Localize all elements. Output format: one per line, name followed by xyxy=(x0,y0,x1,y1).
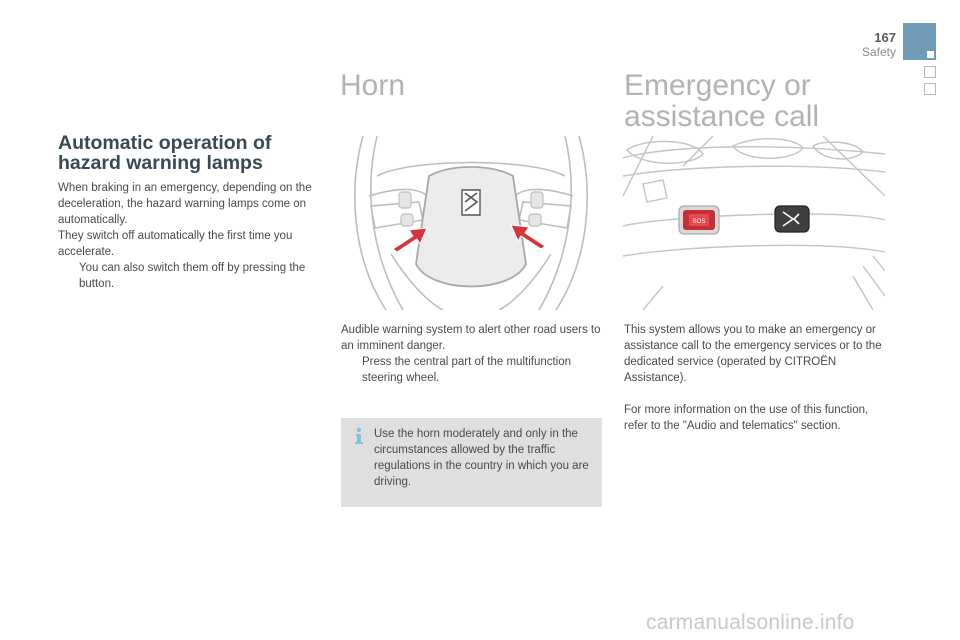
section-tab xyxy=(903,23,936,60)
hazard-paragraph-2: They switch off automatically the first time you accelerate. xyxy=(58,230,293,258)
nav-box-1 xyxy=(924,66,936,78)
page-number: 167 xyxy=(874,30,896,45)
horn-note-box xyxy=(341,418,602,507)
emergency-paragraph-2: For more information on the use of this function, refer to the "Audio and telematics" section. xyxy=(624,404,869,432)
steering-wheel-illustration xyxy=(341,136,601,310)
horn-heading: Horn xyxy=(340,69,406,102)
hazard-heading xyxy=(58,133,328,173)
emergency-paragraph-1: This system allows you to make an emergency or assistance call to the emergency services or to the dedicated service (operated by CITROËN Assistance). xyxy=(624,324,882,384)
hazard-heading-line2: hazard warning lamps xyxy=(58,152,263,174)
watermark[interactable]: carmanualsonline.info xyxy=(646,611,855,634)
horn-body xyxy=(341,322,603,386)
hazard-bullet-text: You can also switch them off by pressing the button. xyxy=(79,262,306,290)
emergency-heading xyxy=(624,70,904,132)
info-icon xyxy=(351,427,367,445)
hazard-heading-line1: Automatic operation of xyxy=(58,132,272,154)
horn-note-text: Use the horn moderately and only in the circumstances allowed by the traffic regulations in the country in which you are driving. xyxy=(374,428,589,488)
roof-console-illustration xyxy=(623,136,885,310)
nav-box-2 xyxy=(924,83,936,95)
emergency-body xyxy=(624,322,886,450)
emergency-heading-line2: assistance call xyxy=(624,100,820,133)
hazard-paragraph-1: When braking in an emergency, depending on the deceleration, the hazard warning lamps come on automatically. xyxy=(58,182,312,226)
section-label: Safety xyxy=(861,45,896,59)
horn-paragraph-1: Audible warning system to alert other road users to an imminent danger. xyxy=(341,324,601,352)
hazard-body xyxy=(58,180,320,292)
sos-button-label: SOS xyxy=(692,219,706,225)
horn-bullet-text: Press the central part of the multifunction steering wheel. xyxy=(362,356,572,384)
tab-marker xyxy=(927,51,934,58)
horn-bullet xyxy=(341,354,603,386)
hazard-bullet xyxy=(58,260,320,292)
emergency-heading-line1: Emergency or xyxy=(624,69,811,102)
